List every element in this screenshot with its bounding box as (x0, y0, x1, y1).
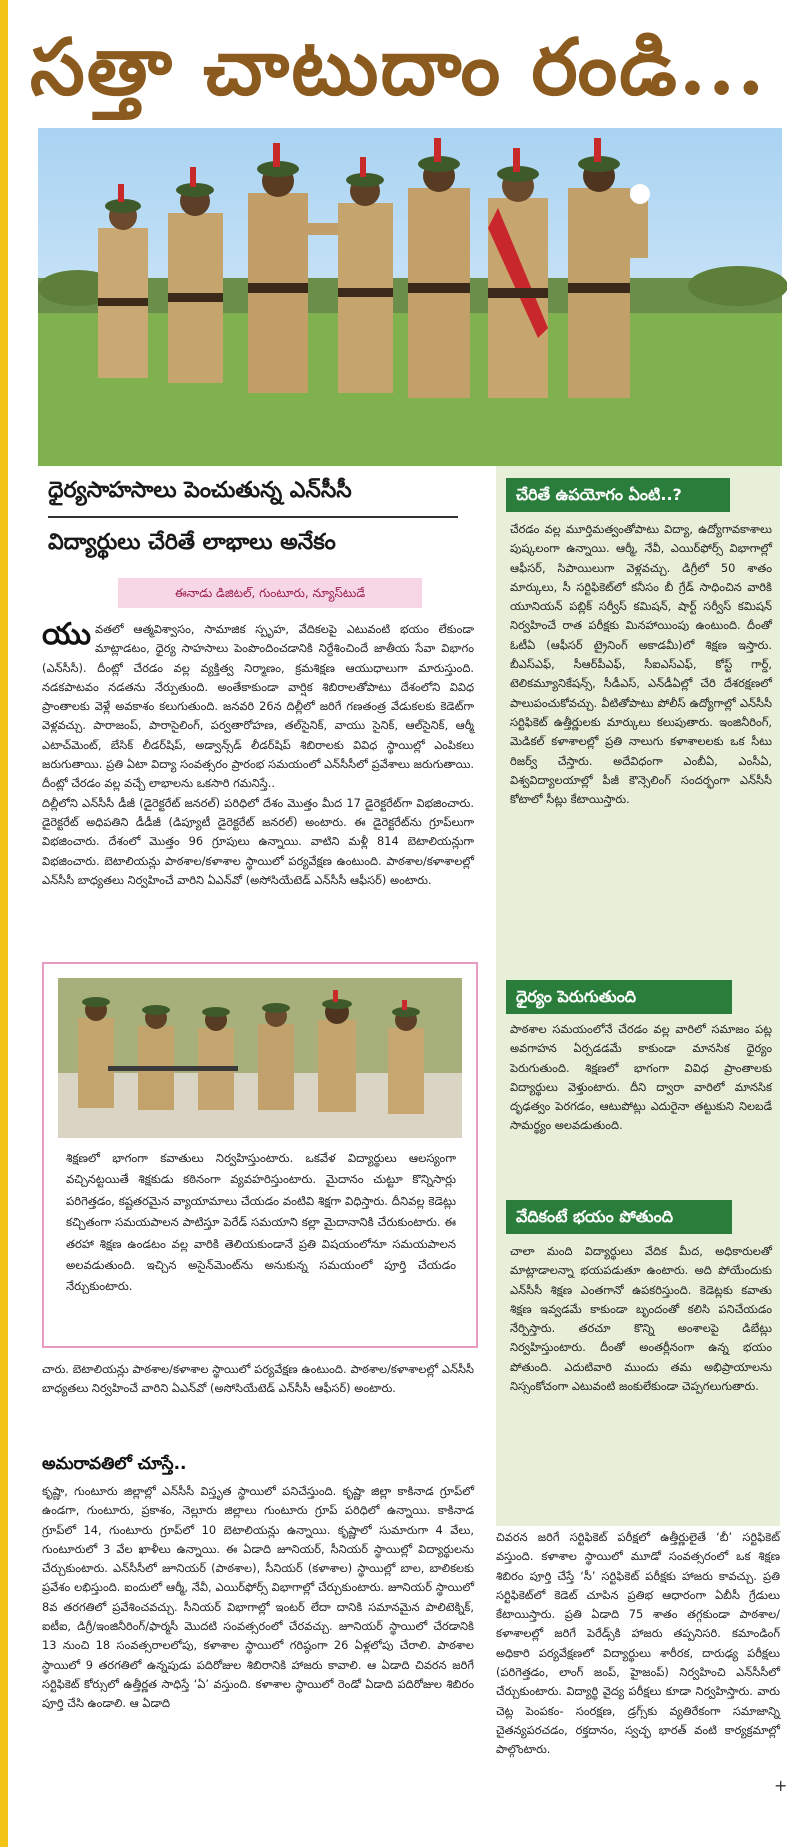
sidebar-benefits-text: చేరడం వల్ల మూర్తిమత్వంతోపాటు విద్యా, ఉద్యోగావకాశాలు పుష్కలంగా ఉన్నాయి. ఆర్మీ, నేవీ, ఎయిర్‌ఫోర్స్ విభాగాల్లో ఆఫీసర్, సిపాయిలుగా వెళ్లవచ్చు. డిగ్రీలో 50 శాతం మార్కులు, సీ సర్టిఫికెట్‌లో కనీసం బీ గ్రేడ్ సాధించిన వారికి యూనియన్ పబ్లిక్ సర్వీస్ కమిషన్, షార్ట్ సర్వీస్ కమిషన్ నిర్వహించే రాత పరీక్షకు మినహాయింపు ఉంటుంది. దీంతో ఓటీఏ (ఆఫీసర్ ట్రైనింగ్ అకాడమీ)లో శిక్షణ ఇస్తారు. బీఎస్ఎఫ్, సీఆర్‌పీఎఫ్, సీఐఎస్ఎఫ్, కోస్ట్ గార్డ్, టెలికమ్యూనికేషన్స్, సీడీఎస్, ఎన్‌డీఏల్లో చేరి దేశరక్షణలో పాలుపంచుకోవచ్చు. వీటితోపాటు పోలీస్ ఉద్యోగాల్లో ఎన్‌సీసీ సర్టిఫికెట్ ఉత్తీర్ణులకు మార్కులు కలుపుతారు. ఇంజినీరింగ్, మెడికల్ కళాశాలల్లో ప్రతి నాలుగు కళాశాలలకు ఒక సీటు రిజర్వ్ చేస్తారు. అదేవిధంగా ఎంబీఏ, ఎంసీఏ, విశ్వవిద్యాలయాల్లో పీజీ కౌన్సెలింగ్ సందర్భంగా ఎన్‌సీసీ కోటాలో సీట్లు కేటాయిస్తారు. (510, 522, 772, 807)
subheading-divider (48, 516, 458, 518)
inset-paragraph: శిక్షణలో భాగంగా కవాతులు నిర్వహిస్తుంటారు. ఒకవేళ విద్యార్థులు ఆలస్యంగా వచ్చినట్టయితే శిక్షకుడు కఠినంగా వ్యవహరిస్తుంటారు. మైదానం చుట్టూ కొన్నిసార్లు పరిగెత్తడం, కష్టతరమైన వ్యాయామాలు చేయడం వంటివి శిక్షగా విధిస్తారు. దీనివల్ల కెడెట్లు కచ్చితంగా సమయపాలన పాటిస్తూ పెరేడ్ సమయాని కల్లా మైదానానికి చేరుకుంటారు. ఈ తరహా శిక్షణ ఉండటం వల్ల వారికి తెలియకుండానే ప్రతి విషయంలోనూ సమయపాలన అలవడుతుంది. ఇచ్చిన అసైన్‌మెంట్‌ను అనుకున్న సమయంలో పూర్తి చేయడం నేర్చుకుంటారు. (66, 1151, 456, 1294)
article-paragraph-2: దిల్లీలోని ఎన్‌సీసీ డీజీ (డైరెక్టరేట్ జనరల్) పరిధిలో దేశం మొత్తం మీద 17 డైరెక్టరేట్‌గా విభజించారు. డైరెక్టరేట్ అధిపతిని డీడీజీ (డిప్యూటీ డైరెక్టరేట్ జనరల్) అంటారు. ఈ డైరెక్టరేట్‌ను గ్రూప్‌లుగా విభజించారు. దేశంలో మొత్తం 96 గ్రూపులు ఉన్నాయి. వాటిని మళ్లీ 814 బెటాలియన్లుగా విభజించారు. బెటాలియన్లు పాఠశాల/కళాశాల స్థాయిలో పర్యవేక్షణ ఉంటుంది. పాఠశాల/కళాశాలల్లో ఎన్‌సీసీ బాధ్యతలు నిర్వహించే వారిని ఏఎన్‌వో (అసోసియేటెడ్ ఎన్‌సీసీ ఆఫీసర్) అంటారు. (42, 795, 474, 887)
sidebar-heading-courage: ధైర్యం పెరుగుతుంది (506, 980, 732, 1014)
drop-cap: యు (42, 617, 91, 652)
article-paragraph-1: వతలో ఆత్మవిశ్వాసం, సామాజిక స్పృహ, వేదికలపై ఎటువంటి భయం లేకుండా మాట్లాడటం, ధైర్య సాహసాలు పెంపొందించడానికి నిర్దేశించిందే జాతీయ సేవా విభాగం (ఎన్‌సీసీ). దీంట్లో చేరడం వల్ల వ్యక్తిత్వ నిర్మాణం, క్రమశిక్షణ ఆయుధాలుగా మారుస్తుంది. నడకపాటవం నడతను నేర్పుతుంది. అంతేకాకుండా వార్షిక శిబిరాలతోపాటు దేశంలోని వివిధ ప్రాంతాలకు వెళ్లే అవకాశం కలుగుతుంది. జనవరి 26న దిల్లీలో జరిగే గణతంత్ర వేడుకలకు కెడెట్‌గా వెళ్లవచ్చు. పారాజంప్, పారాసైలింగ్, పర్వతారోహణ, తల్‌సైనిక్, వాయు సైనిక్, ఆల్‌సైనిక్, ఆర్మీ ఎటాచ్‌మెంట్, బేసిక్ లీడర్‌షిప్, అడ్వాన్స్‌డ్ లీడర్‌షిప్ శిబిరాలకు వివిధ స్థాయిల్లో ఎంపికలు జరుగుతాయి. ప్రతి ఏటా విద్యా సంవత్సరం ప్రారంభ సమయంలో ఎన్‌సీసీలో ప్రవేశాలు జరుగుతాయి. దీంట్లో చేరడం వల్ల వచ్చే లాభాలను ఒకసారి గమనిస్తే.. (42, 622, 474, 791)
subheading-secondary: విద్యార్థులు చేరితే లాభాలు అనేకం (48, 530, 336, 555)
cadets-training-photo (58, 978, 462, 1138)
training-inset-box (42, 962, 478, 1348)
left-accent-bar (0, 0, 8, 1847)
sidebar-heading-stage-fear: వేదికంటే భయం పోతుంది (506, 1200, 732, 1234)
subheading-primary: ధైర్యసాహసాలు పెంచుతున్న ఎన్‌సీసీ (48, 478, 352, 503)
main-article-column (42, 617, 474, 958)
article-continuation: చారు. బెటాలియన్లు పాఠశాల/కళాశాల స్థాయిలో పర్యవేక్షణ ఉంటుంది. పాఠశాల/కళాశాలల్లో ఎన్‌సీసీ బాధ్యతలు నిర్వహించే వారిని ఏఎన్‌వో (అసోసియేటెడ్ ఎన్‌సీసీ ఆఫీసర్) అంటారు. (42, 1362, 474, 1396)
byline-credit: ఈనాడు డిజిటల్, గుంటూరు, న్యూస్‌టుడే (118, 578, 422, 608)
right-column-continuation: చివరన జరిగే సర్టిఫికెట్ పరీక్షలో ఉత్తీర్ణులైతే ‘బీ’ సర్టిఫికెట్ వస్తుంది. కళాశాల స్థాయిలో మూడో సంవత్సరంలో ఒక శిక్షణ శిబిరం పూర్తి చేస్తే ‘సీ’ సర్టిఫికెట్ పరీక్షకు హాజరు కావచ్చు. ప్రతి సర్టిఫికెట్‌లో కెడెట్ చూపిన ప్రతిభ ఆధారంగా ఏబీసీ గ్రేడులు కేటాయిస్తారు. ప్రతి ఏడాది 75 శాతం తగ్గకుండా పాఠశాల/కళాశాలల్లో జరిగే పెరేడ్స్‌కి హాజరు తప్పనిసరి. కమాండింగ్ అధికారి పర్యవేక్షణలో విద్యార్థులు శారీరక, దారుఢ్య పరీక్షలు (పరిగెత్తడం, లాంగ్ జంప్, హైజంప్) నిర్వహించి ఎన్‌సీసీలో చేర్చుకుంటారు. విద్యార్థి వైద్య పరీక్షలు కూడా నిర్వహిస్తారు. వారు చెట్ల పెంపకం- సంరక్షణ, డ్రగ్స్‌కు వ్యతిరేకంగా సమాజాన్ని చైతన్యపరచడం, రక్తదానం, స్వచ్ఛ భారత్ వంటి కార్యక్రమాల్లో పాల్గొంటారు. (496, 1530, 780, 1757)
continuation-plus-mark: + (774, 1776, 787, 1795)
sidebar-stage-fear-text: చాలా మంది విద్యార్థులు వేదిక మీద, అధికారులతో మాట్లాడాలన్నా భయపడుతూ ఉంటారు. అది పోయేందుకు ఎన్‌సీసీ శిక్షణ ఎంతగానో ఉపకరిస్తుంది. కెడెట్లకు కవాతు శిక్షణ ఇవ్వడమే కాకుండా బృందంతో కలిసి పనిచేయడం నేర్పిస్తారు. తరచూ కొన్ని అంశాలపై డిబేట్లు నిర్వహిస్తుంటారు. దీంతో అంతర్లీనంగా ఉన్న భయం పోతుంది. ఎదుటివారి ముందు తమ అభిప్రాయాలను నిస్సంకోచంగా ఎటువంటి జంకులేకుండా చెప్పగలుగుతారు. (510, 1244, 772, 1394)
cadets-parade-photo (38, 128, 782, 466)
amaravati-paragraph: కృష్ణా, గుంటూరు జిల్లాల్లో ఎన్‌సీసీ విస్తృత స్థాయిలో పనిచేస్తుంది. కృష్ణా జిల్లా కాకినాడ గ్రూప్‌లో ఉండగా, గుంటూరు, ప్రకాశం, నెల్లూరు జిల్లాలు గుంటూరు గ్రూప్ పరిధిలో ఉన్నాయి. కాకినాడ గ్రూప్‌లో 14, గుంటూరు గ్రూప్‌లో 10 బెటాలియన్లు ఉన్నాయి. కృష్ణాలో సుమారుగా 4 వేలు, గుంటూరులో 3 వేల ఖాళీలు ఉన్నాయి. ఈ ఏడాది జూనియర్, సీనియర్ స్థాయిల్లో విద్యార్థులను చేర్చుకుంటారు. ఎన్‌సీసీలో జూనియర్ (పాఠశాల), సీనియర్ (కళాశాల) స్థాయిల్లో బాల, బాలికలకు ప్రవేశం లభిస్తుంది. ఐందులో ఆర్మీ, నేవీ, ఎయిర్‌ఫోర్స్ విభాగాల్లో చేర్చుకుంటారు. జూనియర్ స్థాయిలో 8వ తరగతిలో ప్రవేశించవచ్చు. సీనియర్ విభాగాల్లో ఇంటర్ లేదా దానికి సమానమైన పాలిటెక్నిక్, ఐటీఐ, డిగ్రీ/ఇంజినీరింగ్/ఫార్మసీ మొదటి సంవత్సరంలో చేరవచ్చు. జూనియర్ స్థాయిలో చేరడానికి 13 నుంచి 18 సంవత్సరాలలోపు, కళాశాల స్థాయిలో గరిష్ఠంగా 26 ఏళ్లలోపు చేరాలి. పాఠశాల స్థాయిలో 9 తరగతిలో ఉన్నపుడు పదిరోజుల శిబిరానికి హాజరు కావాలి. ఆ ఏడాది చివరన జరిగే సర్టిఫికెట్ కోర్సులో ఉత్తీర్ణత సాధిస్తే ‘ఏ’ వస్తుంది. కళాశాల స్థాయిలో రెండో ఏడాది పదిరోజుల శిబిరం పూర్తి చేసి ఉండాలి. ఆ ఏడాది (42, 1484, 474, 1711)
amaravati-heading: అమరావతిలో చూస్తే.. (42, 1454, 187, 1474)
sidebar-heading-benefits: చేరితే ఉపయోగం ఏంటి..? (506, 478, 730, 512)
headline: సత్తా చాటుదాం రండి... (30, 22, 767, 113)
sidebar-courage-text: పాఠశాల సమయంలోనే చేరడం వల్ల వారిలో సమాజం పట్ల అవగాహన ఏర్పడడమే కాకుండా మానసిక ధైర్యం పెరుగుతుంది. శిక్షణలో భాగంగా వివిధ ప్రాంతాలకు విద్యార్థులు వెళ్తుంటారు. దీని ద్వారా వారిలో మానసిక దృఢత్వం పెరగడం, ఆటుపోట్లు ఎదురైనా తట్టుకుని నిలబడే సామర్థ్యం అలవడుతుంది. (510, 1022, 772, 1133)
